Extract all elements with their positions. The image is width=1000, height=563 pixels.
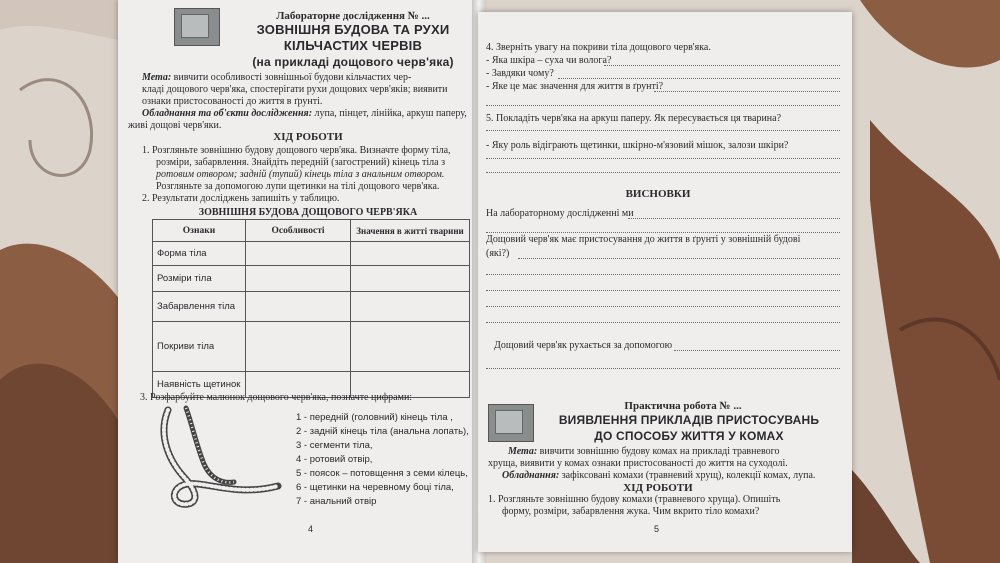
equipment-text-2: живі дощові черв'яки. (128, 120, 222, 131)
table-header-meaning: Значення в житті тварини (351, 220, 470, 242)
practical-thumbnail-icon (488, 404, 534, 442)
lab-title-line4: (на прикладі дощового черв'яка) (252, 55, 454, 69)
table-cell (351, 322, 470, 372)
legend-item-3: 3 - сегменти тіла, (296, 440, 373, 451)
answer-line (486, 172, 840, 173)
answer-line (518, 258, 840, 259)
table-header-features: Особливості (246, 220, 351, 242)
table-row-label: Розміри тіла (153, 266, 246, 292)
step3: 3. Розфарбуйте малюнок дощового черв'яка, позначте цифрами: (140, 392, 413, 403)
step1-c: ротовим отвором; задній (тупий) кінець тіла з анальним отвором. (156, 169, 445, 180)
step1-a: 1. Розгляньте зовнішню будову дощового черв'яка. Визначте форму тіла, (142, 145, 451, 156)
practical-title-line1: Практична робота № ... (624, 400, 742, 412)
goal-text-3: ознаки пристосованості до життя в ґрунті. (142, 96, 323, 107)
legend-item-1: 1 - передній (головний) кінець тіла , (296, 412, 453, 423)
legend-item-2: 2 - задній кінець тіла (анальна лопать), (296, 426, 469, 437)
page-number-right: 5 (654, 524, 660, 534)
answer-line (486, 105, 840, 106)
table-cell (246, 266, 351, 292)
answer-line (654, 91, 840, 92)
page-number-left: 4 (308, 524, 314, 534)
step2: 2. Результати досліджень запишіть у таблицю. (142, 193, 340, 204)
goal-line (142, 72, 411, 84)
table-row-label: Форма тіла (153, 242, 246, 266)
answer-line (486, 158, 840, 159)
practical-goal-label: Мета: (508, 446, 538, 457)
table-cell (351, 242, 470, 266)
structure-table (152, 219, 470, 398)
answer-line (604, 65, 840, 66)
progress-heading: ХІД РОБОТИ (273, 131, 343, 143)
practical-equip-line (502, 470, 815, 482)
right-page (478, 12, 852, 552)
q4c: - Яке це має значення для життя в ґрунті? (486, 81, 664, 92)
q4: 4. Зверніть увагу на покриви тіла дощового черв'яка. (486, 42, 711, 53)
table-cell (246, 292, 351, 322)
table-cell (351, 266, 470, 292)
answer-line (486, 290, 840, 291)
equipment-text: лупа, пінцет, лінійка, аркуш паперу, (314, 108, 467, 119)
q5a: - Яку роль відіграють щетинки, шкірно-м'язовий мішок, залози шкіри? (486, 140, 789, 151)
q4b: - Завдяки чому? (486, 68, 554, 79)
answer-line (486, 232, 840, 233)
practical-goal-2: хруща, виявити у комах ознаки пристосованості до життя на суходолі. (488, 458, 788, 469)
answer-line (486, 130, 840, 131)
practical-progress-heading: ХІД РОБОТИ (623, 482, 693, 494)
practical-title-line2: ВИЯВЛЕННЯ ПРИКЛАДІВ ПРИСТОСУВАНЬ (558, 413, 820, 427)
answer-line (486, 322, 840, 323)
table-row-label: Забарвлення тіла (153, 292, 246, 322)
earthworm-drawing-icon (148, 404, 298, 514)
lab-thumbnail-icon (174, 8, 220, 46)
equipment-label: Обладнання та об'єкти дослідження: (142, 108, 313, 119)
legend-item-4: 4 - ротовий отвір, (296, 454, 373, 465)
lab-title-line3: КІЛЬЧАСТИХ ЧЕРВІВ (283, 38, 423, 53)
goal-label: Мета: (142, 72, 172, 83)
answer-line (486, 274, 840, 275)
legend-item-7: 7 - анальний отвір (296, 496, 377, 507)
practical-goal-line (508, 446, 779, 458)
legend-item-6: 6 - щетинки на черевному боці тіла, (296, 482, 454, 493)
answer-line (558, 78, 840, 79)
lab-title-line1: Лабораторне дослідження № ... (276, 10, 430, 22)
practical-equip-label: Обладнання: (502, 470, 560, 481)
q4a: - Яка шкіра – суха чи волога? (486, 55, 612, 66)
legend-item-5: 5 - поясок – потовщення з семи кілець, (296, 468, 468, 479)
table-title: ЗОВНІШНЯ БУДОВА ДОЩОВОГО ЧЕРВ'ЯКА (198, 207, 418, 218)
conclusion-2: Дощовий черв'як має пристосування до життя в ґрунті у зовнішній будові (486, 234, 801, 245)
answer-line (486, 306, 840, 307)
practical-goal-1: вивчити зовнішню будову комах на прикладі травневого (539, 446, 780, 457)
answer-line (674, 350, 840, 351)
table-row-label: Наявність щетинок (153, 372, 246, 398)
table-cell (351, 292, 470, 322)
practical-equip: зафіксовані комахи (травневий хрущ), колекції комах, лупа. (561, 470, 816, 481)
answer-line (486, 368, 840, 369)
equipment-line (142, 108, 467, 120)
table-cell (246, 322, 351, 372)
conclusion-3: Дощовий черв'як рухається за допомогою (494, 340, 673, 351)
left-page (118, 0, 480, 563)
practical-step1-b: форму, розміри, забарвлення жука. Чим вкрито тіло комахи? (502, 506, 760, 517)
practical-title-line3: ДО СПОСОБУ ЖИТТЯ У КОМАХ (594, 429, 784, 443)
table-header-signs: Ознаки (153, 220, 246, 242)
table-row-label: Покриви тіла (153, 322, 246, 372)
lab-title-line2: ЗОВНІШНЯ БУДОВА ТА РУХИ (256, 22, 450, 37)
table-cell (246, 242, 351, 266)
conclusion-2b: (які?) (486, 248, 510, 259)
goal-text-2: кладі дощового черв'яка, спостерігати рухи дощових черв'яків; виявити (142, 84, 448, 95)
step1-d: Розгляньте за допомогою лупи щетинки на тілі дощового черв'яка. (156, 181, 440, 192)
step1-b: розміри, забарвлення. Знайдіть передній (загострений) кінець тіла з (156, 157, 446, 168)
q5: 5. Покладіть черв'яка на аркуш паперу. Як пересувається ця тварина? (486, 113, 782, 124)
goal-text-1: вивчити особливості зовнішньої будови кільчастих чер- (173, 72, 412, 83)
answer-line (628, 218, 840, 219)
conclusions-heading: ВИСНОВКИ (625, 188, 691, 200)
conclusion-1: На лабораторному дослідженні ми (486, 208, 634, 219)
practical-step1-a: 1. Розгляньте зовнішню будову комахи (травневого хруща). Опишіть (488, 494, 781, 505)
